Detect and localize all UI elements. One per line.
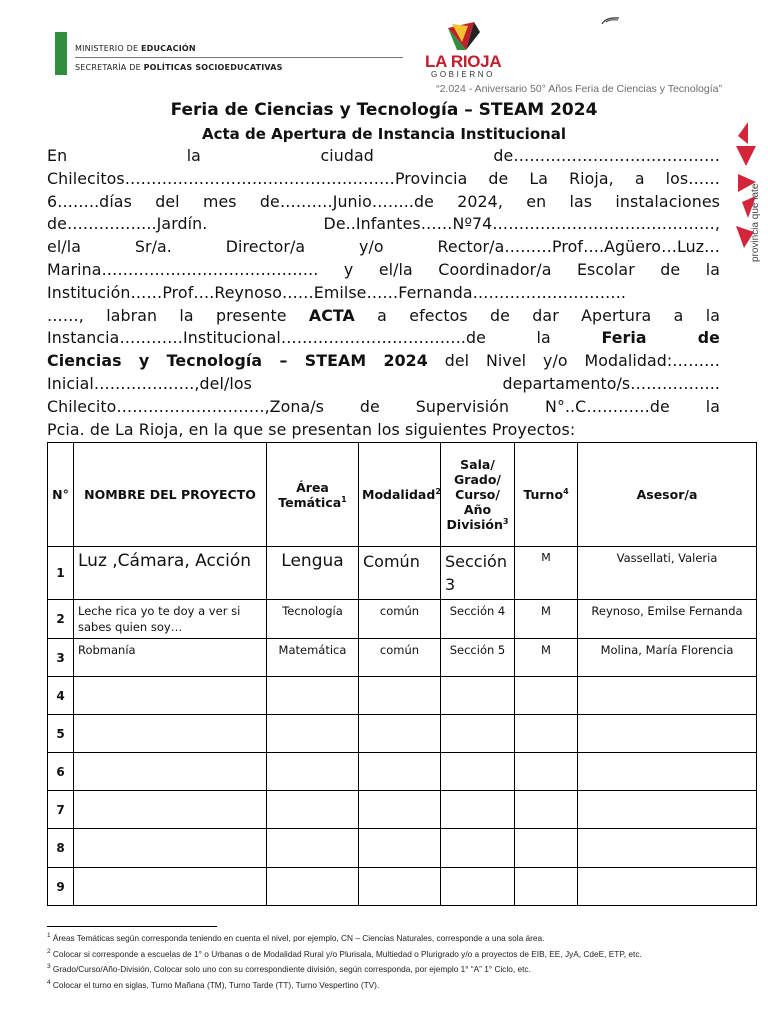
ministry-color-bar	[55, 32, 67, 75]
document-title: Feria de Ciencias y Tecnología – STEAM 2024	[170, 100, 598, 120]
project-name: Luz ,Cámara, Acción	[74, 547, 267, 600]
header-modalidad: Modalidad$^2$	[359, 443, 441, 547]
row-number: 4	[48, 677, 74, 715]
project-name	[74, 715, 267, 753]
project-turno	[515, 715, 578, 753]
row-number: 5	[48, 715, 74, 753]
footnote-2: $^2$ Colocar si corresponde a escuelas de 1° o Urbanas o de Modalidad Rural y/o Plurisala, Multiedad o Plurigrado y/o a proyectos de EIB, EE, JyA, CdeE, ETP, etc.	[47, 947, 642, 959]
project-turno: M	[515, 600, 578, 639]
header-asesor: Asesor/a	[578, 443, 757, 547]
project-turno	[515, 829, 578, 868]
project-turno	[515, 868, 578, 906]
body-line: Chilecitos……………………………………………Provincia de La Rioja, a los……	[47, 168, 720, 188]
project-asesor	[578, 677, 757, 715]
project-sala	[441, 753, 515, 791]
project-modalidad	[359, 791, 441, 829]
body-line: Chilecito……………………….,Zona/s de Supervisión N°..C…………de la	[47, 396, 720, 416]
table-row	[48, 868, 757, 906]
project-sala	[441, 829, 515, 868]
body-line: Ciencias y Tecnología – STEAM 2024 del Nivel y/o Modalidad:………	[47, 351, 721, 371]
body-line: 6……..días del mes de……….Junio……..de 2024, en las instalaciones	[47, 191, 720, 211]
table-row	[48, 791, 757, 829]
project-name	[74, 753, 267, 791]
project-sala: Sección 5	[441, 639, 515, 677]
project-name	[74, 829, 267, 868]
project-asesor: Reynoso, Emilse Fernanda	[578, 600, 757, 639]
project-sala	[441, 791, 515, 829]
project-modalidad	[359, 829, 441, 868]
table-row	[48, 715, 757, 753]
body-line: En la ciudad de…………………………………	[47, 146, 720, 165]
project-sala	[441, 868, 515, 906]
table-row	[48, 677, 757, 715]
project-turno	[515, 753, 578, 791]
footnote-4: $^4$ Colocar el turno en siglas, Turno Mañana (TM), Turno Tarde (TT), Turno Vespertino (TV).	[47, 978, 380, 990]
project-modalidad: Común	[359, 547, 441, 600]
footnotes	[47, 931, 747, 993]
project-modalidad: común	[359, 639, 441, 677]
project-area	[267, 753, 359, 791]
row-number: 3	[48, 639, 74, 677]
project-sala	[441, 715, 515, 753]
secretariat-name: SECRETARÍA DE POLÍTICAS SOCIOEDUCATIVAS	[75, 63, 283, 72]
project-asesor: Molina, María Florencia	[578, 639, 757, 677]
anniversary-caption: “2.024 - Aniversario 50° Años Feria de Ciencias y Tecnología”	[436, 83, 722, 95]
project-name	[74, 791, 267, 829]
header-num: N°	[48, 443, 74, 547]
footnote-separator	[47, 926, 217, 927]
project-turno: M	[515, 639, 578, 677]
body-line: Pcia. de La Rioja, en la que se presentan los siguientes Proyectos:	[47, 419, 576, 439]
project-modalidad	[359, 715, 441, 753]
table-row	[48, 600, 757, 639]
project-area	[267, 829, 359, 868]
body-line: ……, labran la presente ACTA a efectos de dar Apertura a la	[47, 305, 721, 325]
project-area	[267, 791, 359, 829]
project-asesor	[578, 868, 757, 906]
project-area	[267, 677, 359, 715]
side-brand-text: provincia que late	[750, 183, 761, 262]
ministry-name: MINISTERIO DE EDUCACIÓN	[75, 44, 196, 53]
row-number: 8	[48, 829, 74, 868]
body-line: de……………..Jardín. De..Infantes……Nº74……………………………………,	[47, 214, 720, 234]
project-area	[267, 715, 359, 753]
project-asesor	[578, 791, 757, 829]
header-area: Área Temática$^1$	[267, 443, 359, 547]
project-modalidad	[359, 677, 441, 715]
table-row	[48, 753, 757, 791]
body-line: Marina………………………………….. y el/la Coordinador/a Escolar de la	[47, 259, 720, 279]
logo-subtitle: GOBIERNO	[431, 70, 495, 79]
body-line: Inicial……………….,del/los departamento/s……………..	[47, 373, 720, 393]
project-modalidad	[359, 753, 441, 791]
body-line: Instancia…………Institucional……………………………..de la Feria de	[47, 328, 720, 348]
logo-name: LA RIOJA	[425, 52, 502, 71]
project-modalidad	[359, 868, 441, 906]
footnote-3: $^3$ Grado/Curso/Año-División, Colocar solo uno con su correspondiente división, según corresponda, por ejemplo 1° “A” 1° Ciclo, etc.	[47, 963, 531, 974]
header-turno: Turno$^4$	[515, 443, 578, 547]
project-name	[74, 677, 267, 715]
table-row	[48, 829, 757, 868]
project-area	[267, 868, 359, 906]
project-area: Tecnología	[267, 600, 359, 639]
header-sala: Sala/ Grado/ Curso/ Año División$^3$	[441, 443, 515, 547]
project-asesor	[578, 829, 757, 868]
body-line: el/la Sr/a. Director/a y/o Rector/a………Prof….Agüero…Luz…	[47, 237, 720, 257]
project-asesor	[578, 753, 757, 791]
project-name: Leche rica yo te doy a ver si sabes quien soy…	[74, 600, 267, 639]
project-sala	[441, 677, 515, 715]
project-asesor: Vassellati, Valeria	[578, 547, 757, 600]
acta-body	[47, 145, 720, 441]
project-turno	[515, 791, 578, 829]
row-number: 7	[48, 791, 74, 829]
header-divider	[75, 57, 403, 58]
project-turno: M	[515, 547, 578, 600]
project-name	[74, 868, 267, 906]
row-number: 9	[48, 868, 74, 906]
row-number: 1	[48, 547, 74, 600]
projects-table	[47, 442, 757, 906]
project-modalidad: común	[359, 600, 441, 639]
footnote-1: $^1$ Áreas Temáticas según corresponda teniendo en cuenta el nivel, por ejemplo, CN – Ciencias Naturales, corresponde a una sola área.	[47, 932, 545, 943]
project-area: Matemática	[267, 639, 359, 677]
header-name: NOMBRE DEL PROYECTO	[74, 443, 267, 547]
project-sala: Sección 4	[441, 600, 515, 639]
table-row	[48, 639, 757, 677]
table-row	[48, 547, 757, 600]
project-sala: Sección 3	[441, 547, 515, 600]
document-subtitle: Acta de Apertura de Instancia Institucional	[202, 125, 566, 143]
project-name: Robmanía	[74, 639, 267, 677]
body-line: Institución……Prof….Reynoso……Emilse……Fernanda………………………..	[47, 282, 626, 302]
ministry-header	[52, 31, 404, 77]
row-number: 6	[48, 753, 74, 791]
row-number: 2	[48, 600, 74, 639]
pen-mark	[600, 16, 622, 26]
table-header-row	[48, 443, 757, 547]
project-turno	[515, 677, 578, 715]
project-asesor	[578, 715, 757, 753]
project-area: Lengua	[267, 547, 359, 600]
